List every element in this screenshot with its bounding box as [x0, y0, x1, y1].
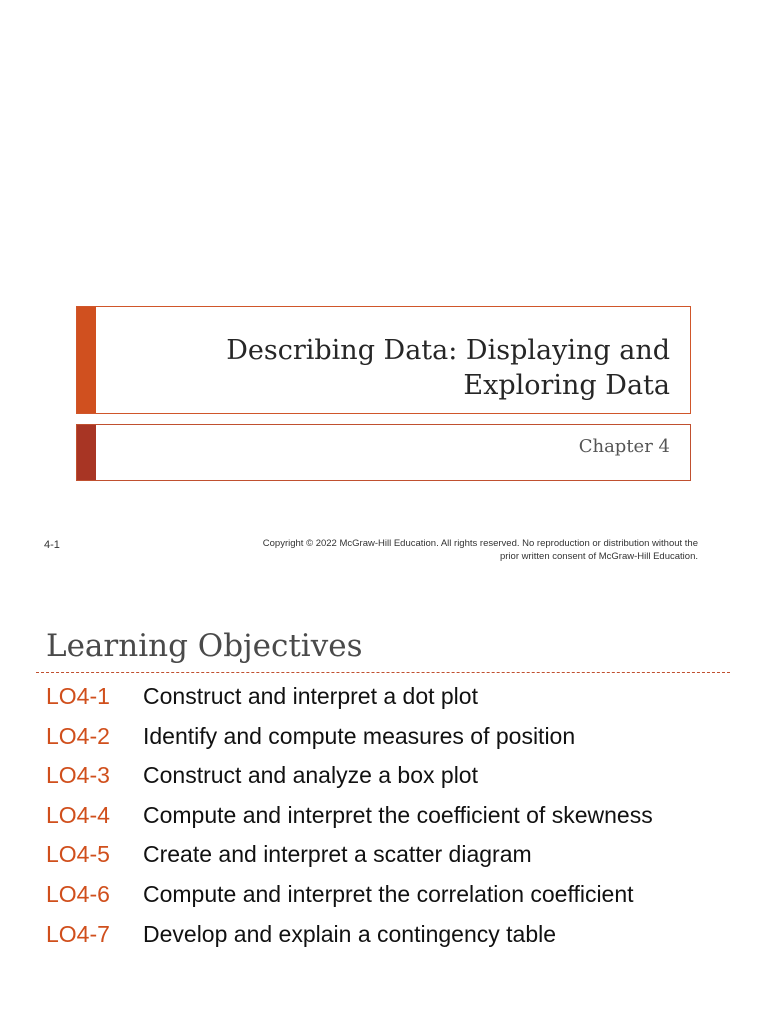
objective-code: LO4-6: [46, 880, 110, 907]
learning-objectives-slide: [0, 600, 768, 1024]
objective-text: Compute and interpret the coefficient of skewness: [143, 801, 653, 828]
title-accent-bar: [77, 307, 96, 413]
objective-code: LO4-3: [46, 762, 110, 789]
objectives-list: [46, 683, 746, 960]
heading-divider: [36, 672, 730, 673]
objective-text: Develop and explain a contingency table: [143, 920, 557, 947]
title-box: [76, 306, 691, 414]
objective-item: [46, 881, 746, 921]
objective-text: Identify and compute measures of position: [143, 722, 576, 749]
objective-item: [46, 841, 746, 881]
objective-item: [46, 802, 746, 842]
section-heading: Learning Objectives: [46, 628, 363, 664]
objective-item: [46, 723, 746, 763]
objective-code: LO4-5: [46, 841, 110, 868]
objective-text: Create and interpret a scatter diagram: [143, 841, 532, 868]
objective-text: Construct and interpret a dot plot: [143, 683, 478, 709]
slide-title-line1: Describing Data: Displaying and: [226, 335, 670, 366]
chapter-accent-bar: [77, 425, 96, 480]
objective-code: LO4-4: [46, 801, 110, 828]
objective-item: [46, 762, 746, 802]
copyright-line1: Copyright © 2022 McGraw-Hill Education. All rights reserved. No reproduction or distribution without the: [262, 538, 698, 549]
page-number: 4-1: [44, 539, 60, 551]
objective-code: LO4-7: [46, 920, 110, 947]
chapter-box: [76, 424, 691, 481]
slide-title-line2: Exploring Data: [463, 370, 670, 401]
objective-code: LO4-1: [46, 683, 110, 709]
objective-code: LO4-2: [46, 722, 110, 749]
objective-text: Construct and analyze a box plot: [143, 762, 478, 789]
copyright-notice: [198, 537, 698, 563]
chapter-label: Chapter 4: [578, 436, 670, 457]
copyright-line2: prior written consent of McGraw-Hill Education.: [500, 551, 698, 562]
objective-text: Compute and interpret the correlation coefficient: [143, 880, 634, 907]
slide-title: [150, 333, 670, 403]
objective-item: [46, 921, 746, 961]
objective-item: [46, 683, 746, 723]
